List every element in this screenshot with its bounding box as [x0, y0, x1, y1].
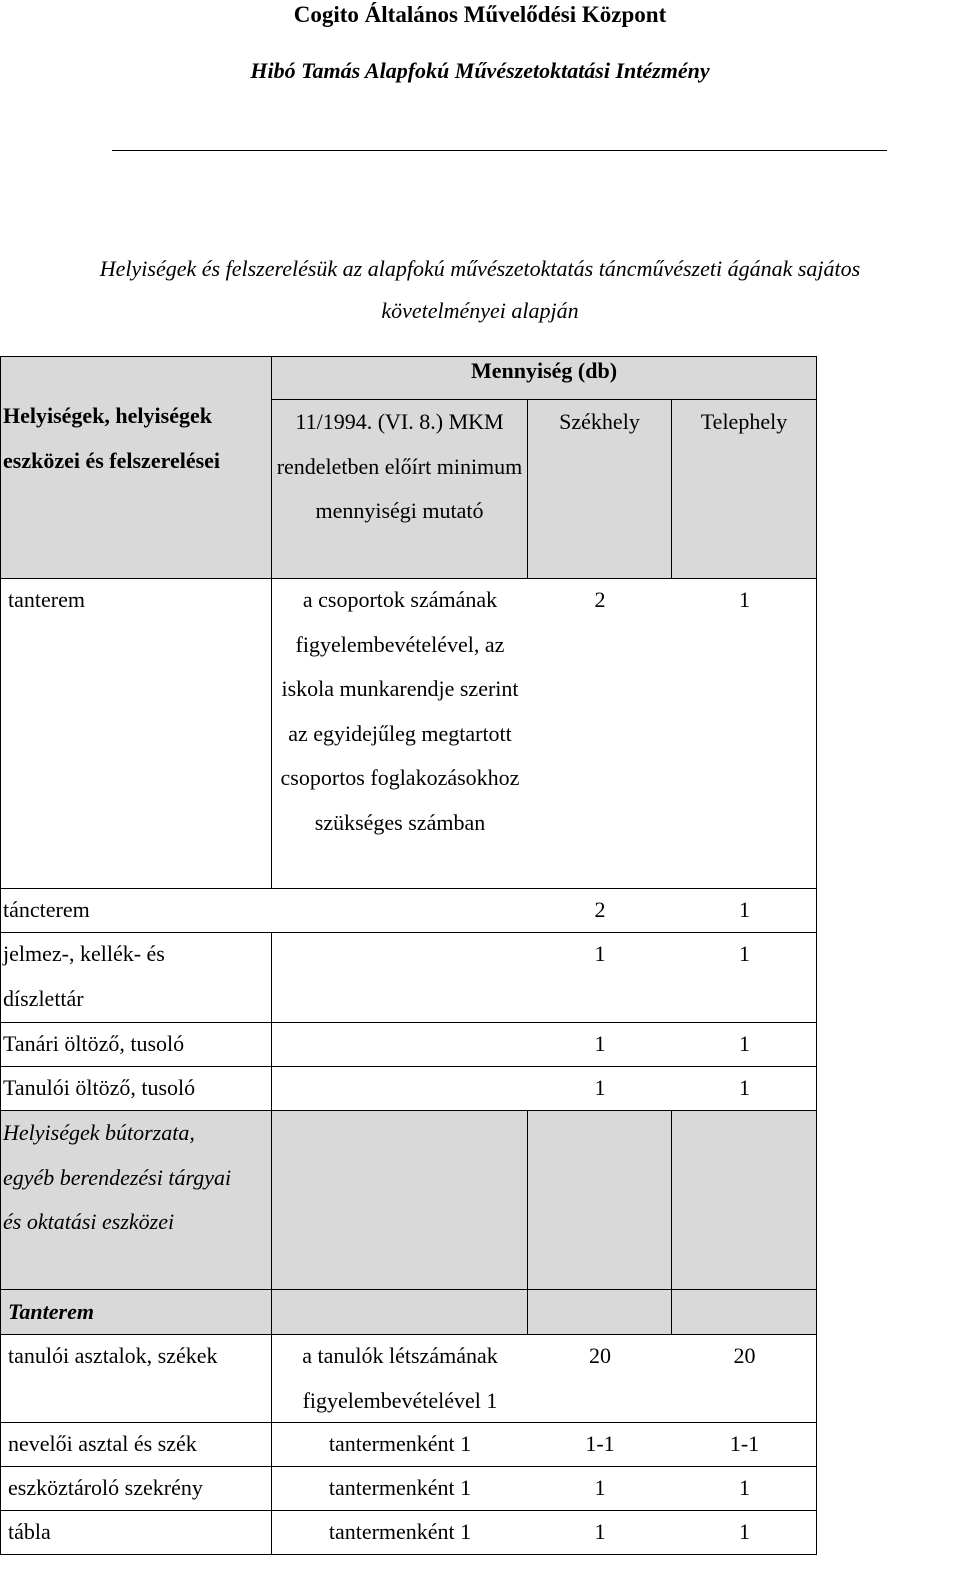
row-hq: 2 — [594, 587, 606, 612]
row-hq: 1 — [594, 1475, 606, 1500]
quantity-header: Mennyiség (db) — [272, 356, 817, 400]
row-site: 1 — [739, 1075, 750, 1100]
row-name-section: Tanterem — [0, 1290, 272, 1334]
facilities-table — [0, 356, 960, 1586]
row-requirement: tantermenként 1 — [328, 1519, 472, 1544]
row-hq: 20 — [589, 1343, 611, 1368]
row-hq: 1-1 — [585, 1431, 615, 1456]
row-name: jelmez-, kellék- és díszlettár — [3, 941, 165, 1011]
row-requirement: a tanulók létszámának figyelembevételével 1 — [302, 1343, 498, 1413]
header-rule — [112, 150, 887, 151]
row-hq: 1 — [594, 1075, 606, 1100]
row-hq: 2 — [594, 897, 606, 922]
row-name: tanulói asztalok, székek — [8, 1343, 218, 1368]
row-name: tanterem — [8, 587, 85, 612]
document-title-line2: követelményei alapján — [381, 298, 579, 323]
row-requirement — [272, 1111, 528, 1289]
row-name: Tanulói öltöző, tusoló — [3, 1075, 196, 1100]
row-site — [672, 1111, 817, 1289]
row-requirement — [272, 1290, 528, 1334]
row-site: 1 — [739, 897, 750, 922]
row-requirement: tantermenként 1 — [328, 1475, 472, 1500]
row-site: 1 — [739, 1475, 750, 1500]
row-site: 1 — [739, 941, 750, 966]
document-title-line1: Helyiségek és felszerelésük az alapfokú művészetoktatás táncművészeti ágának sajátos — [99, 256, 861, 281]
row-site — [672, 1290, 817, 1334]
organization-title: Cogito Általános Művelődési Központ — [293, 2, 667, 27]
col-requirement-header: 11/1994. (VI. 8.) MKM rendeletben előírt minimum mennyiségi mutató — [272, 400, 528, 578]
row-name: táncterem — [3, 897, 90, 922]
row-hq: 1 — [594, 1031, 606, 1056]
row-name-section: Helyiségek bútorzata, egyéb berendezési tárgyai és oktatási eszközei — [0, 1111, 272, 1289]
col-site-header: Telephely — [672, 400, 817, 578]
row-site: 1 — [739, 1519, 750, 1544]
col-hq-header: Székhely — [528, 400, 672, 578]
row-name: nevelői asztal és szék — [8, 1431, 197, 1456]
row-requirement: tantermenként 1 — [328, 1431, 472, 1456]
row-hq — [528, 1290, 672, 1334]
row-site: 1-1 — [729, 1431, 760, 1456]
row-site: 1 — [739, 1031, 750, 1056]
row-site: 1 — [739, 587, 750, 612]
row-name: eszköztároló szekrény — [8, 1475, 203, 1500]
row-hq — [528, 1111, 672, 1289]
row-name: tábla — [8, 1519, 51, 1544]
col-facilities-header: Helyiségek, helyiségek eszközei és felszerelései — [0, 394, 270, 484]
row-hq: 1 — [594, 1519, 606, 1544]
row-hq: 1 — [594, 941, 606, 966]
institution-title: Hibó Tamás Alapfokú Művészetoktatási Intézmény — [250, 58, 710, 83]
row-requirement: a csoportok számának figyelembevételével, az iskola munkarendje szerint az egyidejűleg megtartott csoportos foglakozásokhoz szükséges számban — [280, 587, 520, 835]
row-site: 20 — [733, 1343, 756, 1368]
row-name: Tanári öltöző, tusoló — [3, 1031, 185, 1056]
